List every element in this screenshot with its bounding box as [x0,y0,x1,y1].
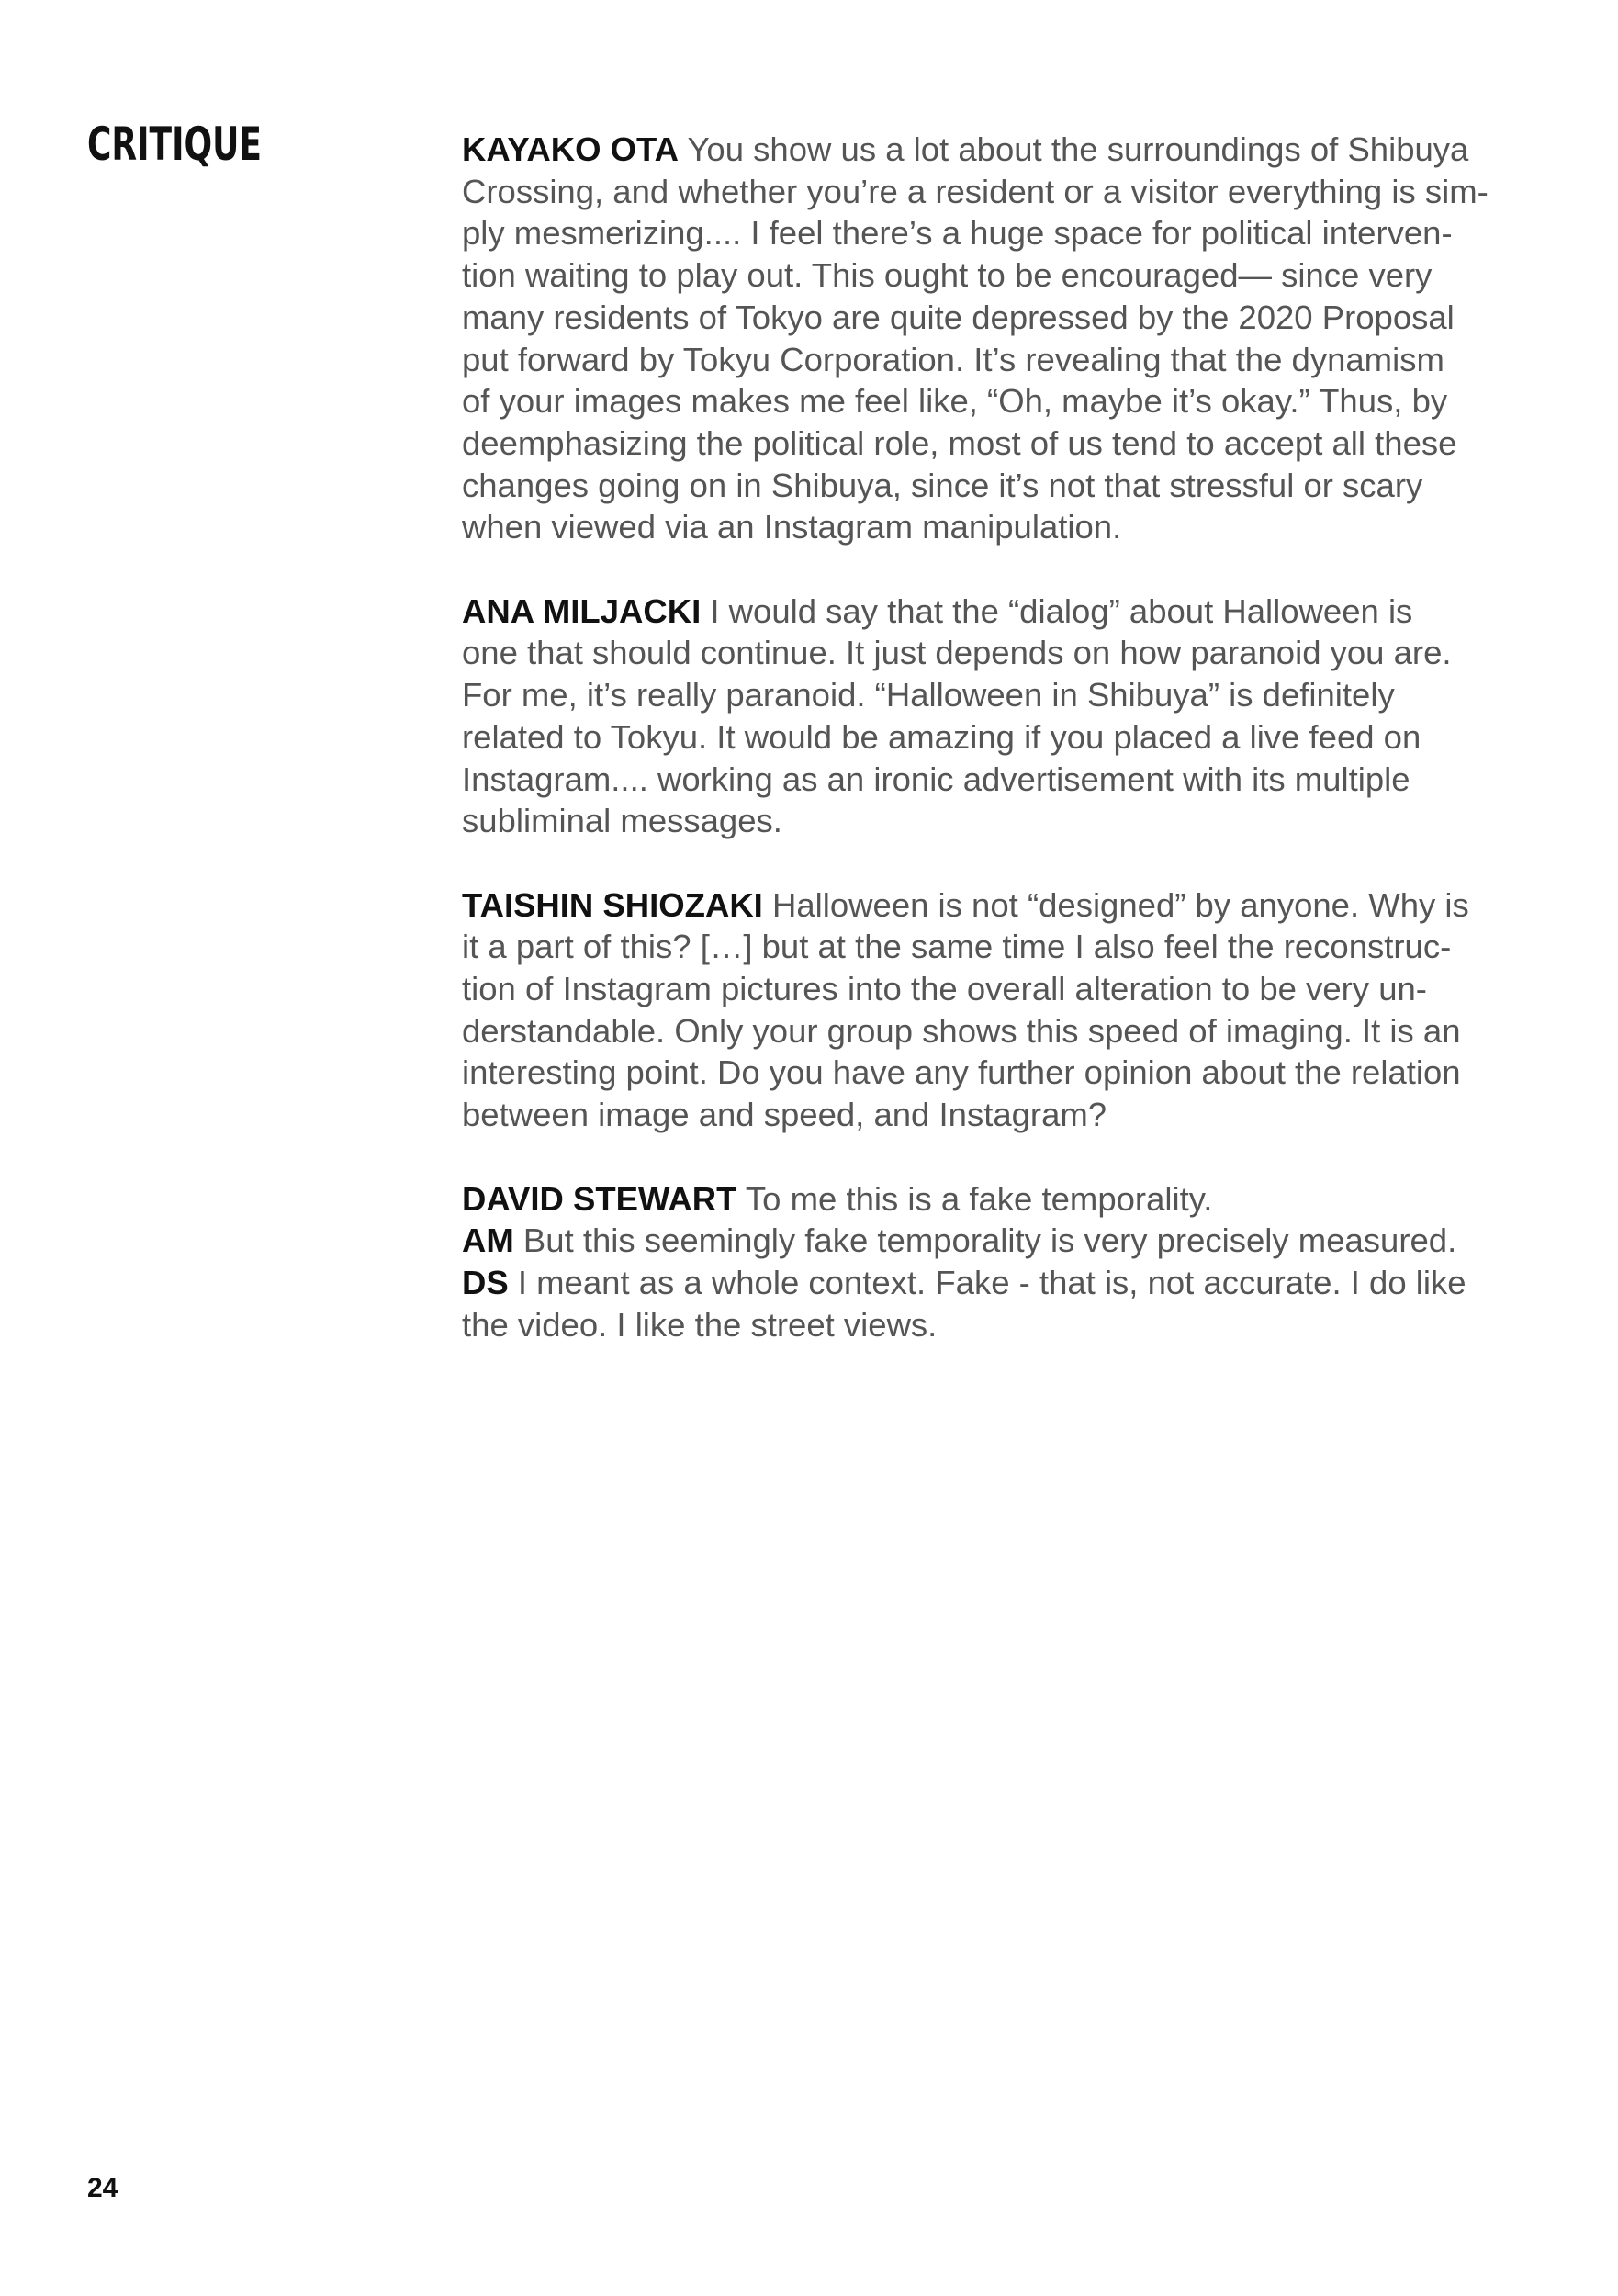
paragraph-line: Crossing, and whether you’re a resident or a visitor everything is sim- [462,172,1489,210]
paragraph-line: one that should continue. It just depends on how paranoid you are. [462,634,1452,672]
paragraph-line: many residents of Tokyo are quite depressed by the 2020 Proposal [462,298,1455,336]
paragraph-line: deemphasizing the political role, most of us tend to accept all these [462,423,1457,462]
paragraph-line: the video. I like the street views. [462,1305,938,1344]
speaker-name: DAVID STEWART [462,1179,737,1218]
critique-paragraph [462,1220,1545,1262]
paragraph-line: of your images makes me feel like, “Oh, maybe it’s okay.” Thus, by [462,382,1448,421]
paragraph-line: But this seemingly fake temporality is very precisely measured. [522,1221,1457,1260]
critique-paragraph [462,1262,1545,1345]
speaker-name: ANA MILJACKI [462,591,702,630]
paragraph-line: tion waiting to play out. This ought to be encouraged— since very [462,256,1433,295]
speaker-name: KAYAKO OTA [462,130,679,168]
critique-paragraph [462,1178,1545,1221]
paragraph-line: To me this is a fake temporality. [745,1179,1213,1218]
paragraph-line: between image and speed, and Instagram? [462,1096,1107,1134]
paragraph-line: when viewed via an Instagram manipulation. [462,508,1122,546]
critique-text-column [462,129,1545,1345]
paragraph-line: it a part of this? […] but at the same time I also feel the reconstruc- [462,928,1452,966]
paragraph-line: For me, it’s really paranoid. “Halloween in Shibuya” is definitely [462,676,1395,715]
critique-paragraph [462,884,1545,1136]
paragraph-line: related to Tokyu. It would be amazing if you placed a live feed on [462,717,1421,756]
section-label: CRITIQUE [87,118,262,171]
page-number: 24 [87,2173,118,2203]
paragraph-line: derstandable. Only your group shows this speed of imaging. It is an [462,1011,1461,1050]
paragraph-line: Instagram.... working as an ironic advertisement with its multiple [462,760,1410,798]
paragraph-line: ply mesmerizing.... I feel there’s a huge space for political interven- [462,214,1453,253]
paragraph-line: You show us a lot about the surroundings of Shibuya [687,130,1469,168]
paragraph-line: tion of Instagram pictures into the overall alteration to be very un- [462,970,1427,1008]
speaker-name: TAISHIN SHIOZAKI [462,885,763,924]
paragraph-line: interesting point. Do you have any further opinion about the relation [462,1053,1461,1092]
paragraph-line: Halloween is not “designed” by anyone. Why is [771,885,1469,924]
speaker-name: DS [462,1263,509,1301]
paragraph-line: I meant as a whole context. Fake - that is, not accurate. I do like [517,1263,1466,1301]
speaker-name: AM [462,1221,514,1260]
paragraph-line: changes going on in Shibuya, since it’s not that stressful or scary [462,466,1423,504]
paragraph-line: I would say that the “dialog” about Halloween is [710,591,1413,630]
paragraph-line: subliminal messages. [462,802,782,840]
critique-paragraph [462,591,1545,842]
critique-paragraph [462,129,1545,548]
paragraph-line: put forward by Tokyu Corporation. It’s revealing that the dynamism [462,340,1444,378]
